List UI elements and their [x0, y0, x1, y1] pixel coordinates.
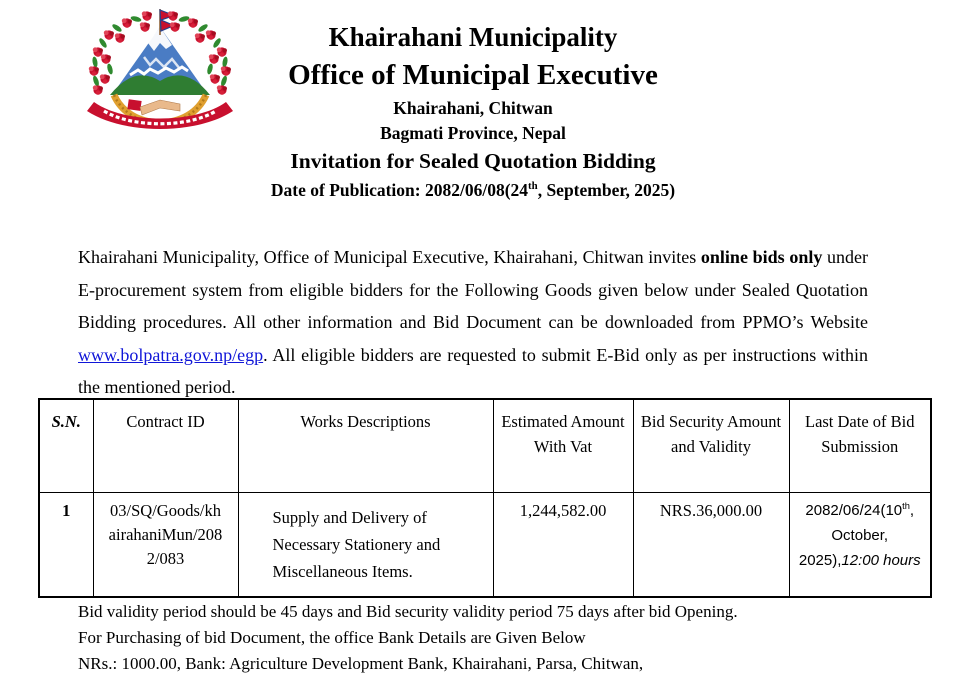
notice-title: Invitation for Sealed Quotation Bidding: [290, 149, 656, 173]
cell-contract-id: 03/SQ/Goods/khairahaniMun/2082/083: [93, 492, 238, 597]
table-row: [39, 492, 931, 597]
col-header-bid-security: Bid Security Amount and Validity: [633, 399, 789, 492]
office-title: Office of Municipal Executive: [288, 59, 658, 91]
publication-date-line: [78, 177, 868, 203]
last-date-time: 12:00 hours: [841, 551, 921, 569]
intro-text-3: . All eligible bidders are requested to submit E-Bid only as per instructions within the mentioned period.: [78, 344, 868, 397]
bolpatra-link[interactable]: www.bolpatra.gov.np/egp: [78, 344, 264, 365]
col-header-works-descriptions: Works Descriptions: [238, 399, 493, 492]
table-header-row: [39, 399, 931, 492]
document-header: [78, 20, 868, 203]
intro-bold-online-bids: online bids only: [700, 247, 823, 267]
footer-line-purchase: For Purchasing of bid Document, the office Bank Details are Given Below: [78, 628, 586, 647]
footer-line-validity: Bid validity period should be 45 days and Bid security validity period 75 days after bid Opening.: [78, 602, 738, 621]
bid-table: [38, 398, 932, 598]
last-date-middle: , October, 2025),: [798, 501, 915, 569]
cell-works-description: Supply and Delivery of Necessary Stationery and Miscellaneous Items.: [238, 492, 493, 597]
col-header-estimated-amount: Estimated Amount With Vat: [493, 399, 633, 492]
cell-estimated-amount: 1,244,582.00: [493, 492, 633, 597]
col-header-contract-id: Contract ID: [93, 399, 238, 492]
municipality-title: Khairahani Municipality: [328, 22, 618, 52]
province-line: Bagmati Province, Nepal: [380, 123, 566, 143]
last-date-ordinal: th: [902, 500, 910, 511]
footer-line-bank: NRs.: 1000.00, Bank: Agriculture Development Bank, Khairahani, Parsa, Chitwan,: [78, 654, 644, 673]
publication-date-prefix: Date of Publication: 2082/06/08(24: [270, 180, 529, 200]
publication-date-ordinal: th: [528, 180, 538, 193]
location-line: Khairahani, Chitwan: [393, 98, 553, 118]
intro-paragraph: [78, 241, 868, 404]
intro-text-1: Khairahani Municipality, Office of Municipal Executive, Khairahani, Chitwan invites: [78, 247, 701, 267]
col-header-last-date: Last Date of Bid Submission: [789, 399, 931, 492]
intro-text-2: under E-procurement system from eligible bidders for the Following Goods given below under Sealed Quotation Bidding procedures. All other information and Bid Document can be downloaded from PPMO’s Website: [78, 247, 868, 332]
publication-date-suffix: , September, 2025): [537, 180, 676, 200]
cell-sn: 1: [39, 492, 93, 597]
footer-notes: [78, 599, 938, 677]
cell-last-date: [789, 492, 931, 597]
cell-bid-security: NRS.36,000.00: [633, 492, 789, 597]
last-date-prefix: 2082/06/24(10: [805, 501, 903, 519]
col-header-sn: S.N.: [39, 399, 93, 492]
